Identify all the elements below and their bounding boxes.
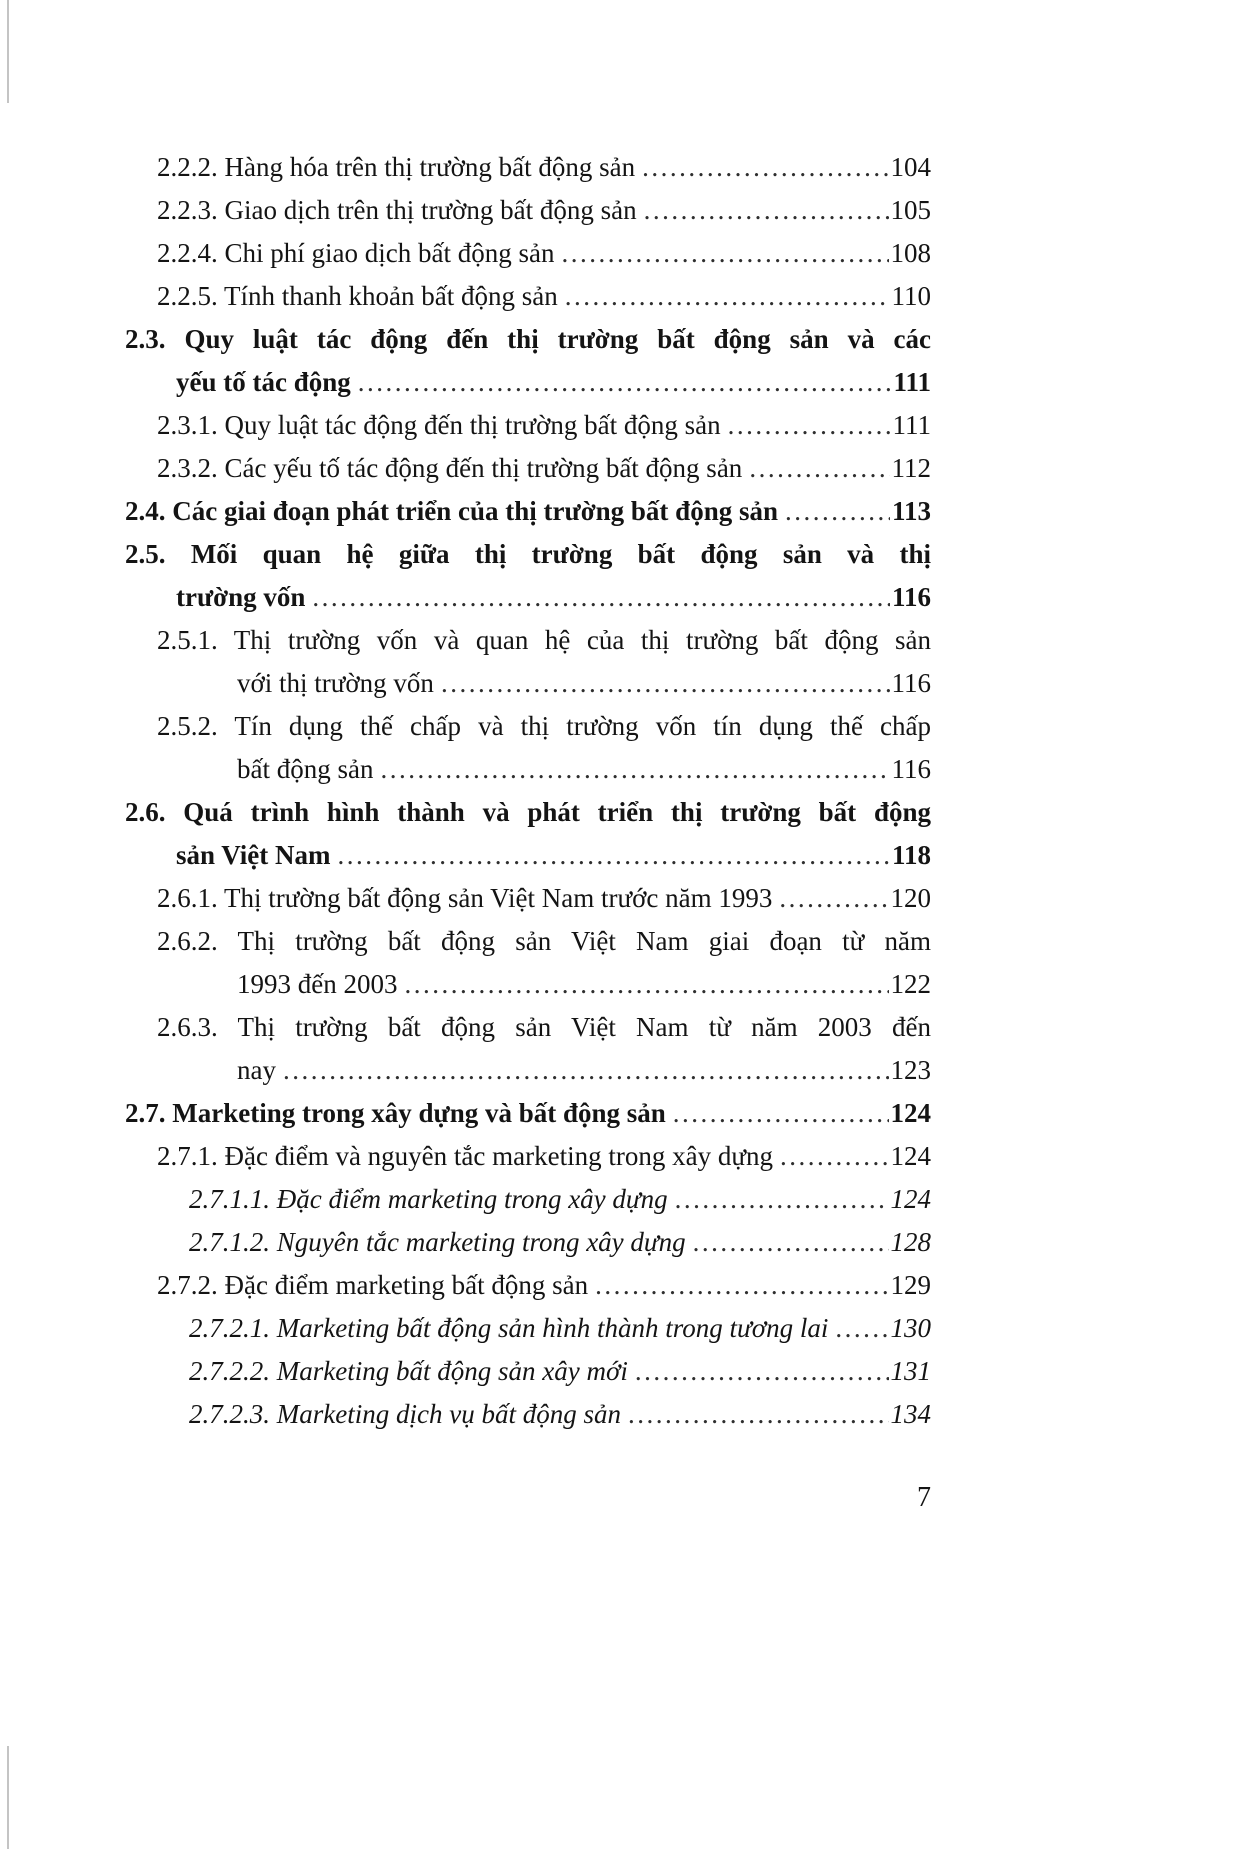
toc-entry-page-number: 130: [890, 1313, 931, 1343]
dotted-leader: [565, 275, 890, 318]
toc-entry-line: [125, 705, 931, 748]
dotted-leader: [785, 490, 890, 533]
toc-entry-line: [125, 361, 931, 404]
dotted-leader: [595, 1264, 888, 1307]
toc-entry-text: nay: [237, 1055, 276, 1085]
toc-entry-line: [125, 1350, 931, 1393]
toc-entry-line: [125, 748, 931, 791]
toc-entry-text: yếu tố tác động: [176, 367, 351, 397]
dotted-leader: [693, 1221, 889, 1264]
toc-entry-line: [125, 834, 931, 877]
toc-entry-text: 2.7.1.2. Nguyên tắc marketing trong xây dựng: [189, 1227, 686, 1257]
toc-entry-text: 2.2.3. Giao dịch trên thị trường bất động sản: [157, 195, 637, 225]
toc-entry-line: [125, 791, 931, 834]
dotted-leader: [635, 1350, 889, 1393]
scan-edge-artifact-bottom: [7, 1746, 9, 1849]
toc-entry-text: 2.7.2.3. Marketing dịch vụ bất động sản: [189, 1399, 621, 1429]
dotted-leader: [312, 576, 890, 619]
toc-entry-text: 2.7.1. Đặc điểm và nguyên tắc marketing trong xây dựng: [157, 1141, 773, 1171]
toc-entry-line: [125, 877, 931, 920]
toc-entry-text: 2.2.4. Chi phí giao dịch bất động sản: [157, 238, 555, 268]
toc-entry-line: [125, 490, 931, 533]
toc-entry-page-number: 120: [890, 883, 931, 913]
dotted-leader: [283, 1049, 889, 1092]
toc-entry-page-number: 111: [892, 410, 931, 440]
toc-entry-page-number: 131: [890, 1356, 931, 1386]
toc-entry-text: 2.3. Quy luật tác động đến thị trường bất động sản và các: [125, 324, 931, 354]
toc-entry-line: [125, 1092, 931, 1135]
toc-entry-line: [125, 404, 931, 447]
dotted-leader: [835, 1307, 888, 1350]
toc-entry-line: [125, 189, 931, 232]
toc-entry-text: 2.5. Mối quan hệ giữa thị trường bất động sản và thị: [125, 539, 931, 569]
toc-entry-page-number: 123: [890, 1055, 931, 1085]
toc-entry-page-number: 124: [890, 1141, 931, 1171]
toc-entry-line: [125, 533, 931, 576]
dotted-leader: [441, 662, 890, 705]
toc-entry-page-number: 112: [891, 453, 931, 483]
toc-entry-text: 2.2.5. Tính thanh khoản bất động sản: [157, 281, 558, 311]
toc-entry-text: 2.6.1. Thị trường bất động sản Việt Nam trước năm 1993: [157, 883, 773, 913]
scan-edge-artifact-top: [7, 0, 9, 103]
toc-entry-line: [125, 1135, 931, 1178]
toc-entry-text: 2.3.2. Các yếu tố tác động đến thị trường bất động sản: [157, 453, 743, 483]
toc-entry-text: 2.7.2.2. Marketing bất động sản xây mới: [189, 1356, 628, 1386]
toc-entry-page-number: 128: [890, 1227, 931, 1257]
dotted-leader: [675, 1178, 889, 1221]
toc-entry-line: [125, 318, 931, 361]
toc-entry-line: [125, 1393, 931, 1436]
toc-entry-line: [125, 232, 931, 275]
toc-entry-page-number: 108: [890, 238, 931, 268]
toc-entry-page-number: 110: [891, 281, 931, 311]
toc-entry-page-number: 122: [890, 969, 931, 999]
toc-entry-line: [125, 146, 931, 189]
toc-entry-page-number: 116: [891, 582, 931, 612]
toc-entry-text: trường vốn: [176, 582, 306, 612]
toc-entry-page-number: 118: [891, 840, 931, 870]
toc-entry-text: 2.2.2. Hàng hóa trên thị trường bất động sản: [157, 152, 636, 182]
toc-entry-text: 2.7.1.1. Đặc điểm marketing trong xây dựng: [189, 1184, 668, 1214]
dotted-leader: [749, 447, 889, 490]
toc-entry-text: sản Việt Nam: [176, 840, 331, 870]
toc-entry-line: [125, 963, 931, 1006]
toc-entry-text: 2.4. Các giai đoạn phát triển của thị trường bất động sản: [125, 496, 778, 526]
toc-entry-text: 2.7.2.1. Marketing bất động sản hình thành trong tương lai: [189, 1313, 829, 1343]
dotted-leader: [673, 1092, 889, 1135]
toc-entry-line: [125, 1264, 931, 1307]
toc-entry-line: [125, 1178, 931, 1221]
toc-entry-page-number: 134: [890, 1399, 931, 1429]
toc-entry-line: [125, 619, 931, 662]
dotted-leader: [380, 748, 889, 791]
toc-entry-line: [125, 1221, 931, 1264]
toc-entry-text: 2.5.2. Tín dụng thế chấp và thị trường vốn tín dụng thế chấp: [157, 711, 931, 741]
toc-entry-text: 2.5.1. Thị trường vốn và quan hệ của thị trường bất động sản: [157, 625, 931, 655]
toc-entry-page-number: 116: [891, 754, 931, 784]
toc-entry-line: [125, 1049, 931, 1092]
toc-entry-text: 2.7.2. Đặc điểm marketing bất động sản: [157, 1270, 589, 1300]
toc-entry-text: bất động sản: [237, 754, 374, 784]
toc-entry-text: 1993 đến 2003: [237, 969, 398, 999]
toc-entry-page-number: 105: [890, 195, 931, 225]
dotted-leader: [728, 404, 891, 447]
page-number: 7: [917, 1482, 931, 1513]
toc-entry-line: [125, 275, 931, 318]
toc-entry-page-number: 124: [890, 1098, 931, 1128]
dotted-leader: [404, 963, 888, 1006]
dotted-leader: [642, 146, 888, 189]
dotted-leader: [628, 1393, 889, 1436]
toc-entry-page-number: 104: [890, 152, 931, 182]
toc-entry-text: 2.6.2. Thị trường bất động sản Việt Nam giai đoạn từ năm: [157, 926, 931, 956]
toc-entry-page-number: 113: [891, 496, 931, 526]
dotted-leader: [779, 877, 888, 920]
toc-entry-text: 2.6.3. Thị trường bất động sản Việt Nam từ năm 2003 đến: [157, 1012, 931, 1042]
toc-entry-line: [125, 662, 931, 705]
dotted-leader: [644, 189, 889, 232]
toc-entry-text: 2.3.1. Quy luật tác động đến thị trường bất động sản: [157, 410, 721, 440]
toc-entry-text: 2.7. Marketing trong xây dựng và bất động sản: [125, 1098, 666, 1128]
toc-entry-text: 2.6. Quá trình hình thành và phát triển thị trường bất động: [125, 797, 931, 827]
toc-entry-line: [125, 576, 931, 619]
toc-entry-line: [125, 1307, 931, 1350]
toc-entry-page-number: 124: [890, 1184, 931, 1214]
toc-entry-page-number: 129: [890, 1270, 931, 1300]
toc-entry-page-number: 116: [891, 668, 931, 698]
toc-entry-line: [125, 1006, 931, 1049]
dotted-leader: [338, 834, 890, 877]
toc-entry-line: [125, 920, 931, 963]
toc-entry-text: với thị trường vốn: [237, 668, 434, 698]
toc-entry-line: [125, 447, 931, 490]
dotted-leader: [358, 361, 892, 404]
table-of-contents: [125, 146, 931, 1436]
dotted-leader: [561, 232, 888, 275]
toc-entry-page-number: 111: [893, 367, 931, 397]
dotted-leader: [780, 1135, 889, 1178]
